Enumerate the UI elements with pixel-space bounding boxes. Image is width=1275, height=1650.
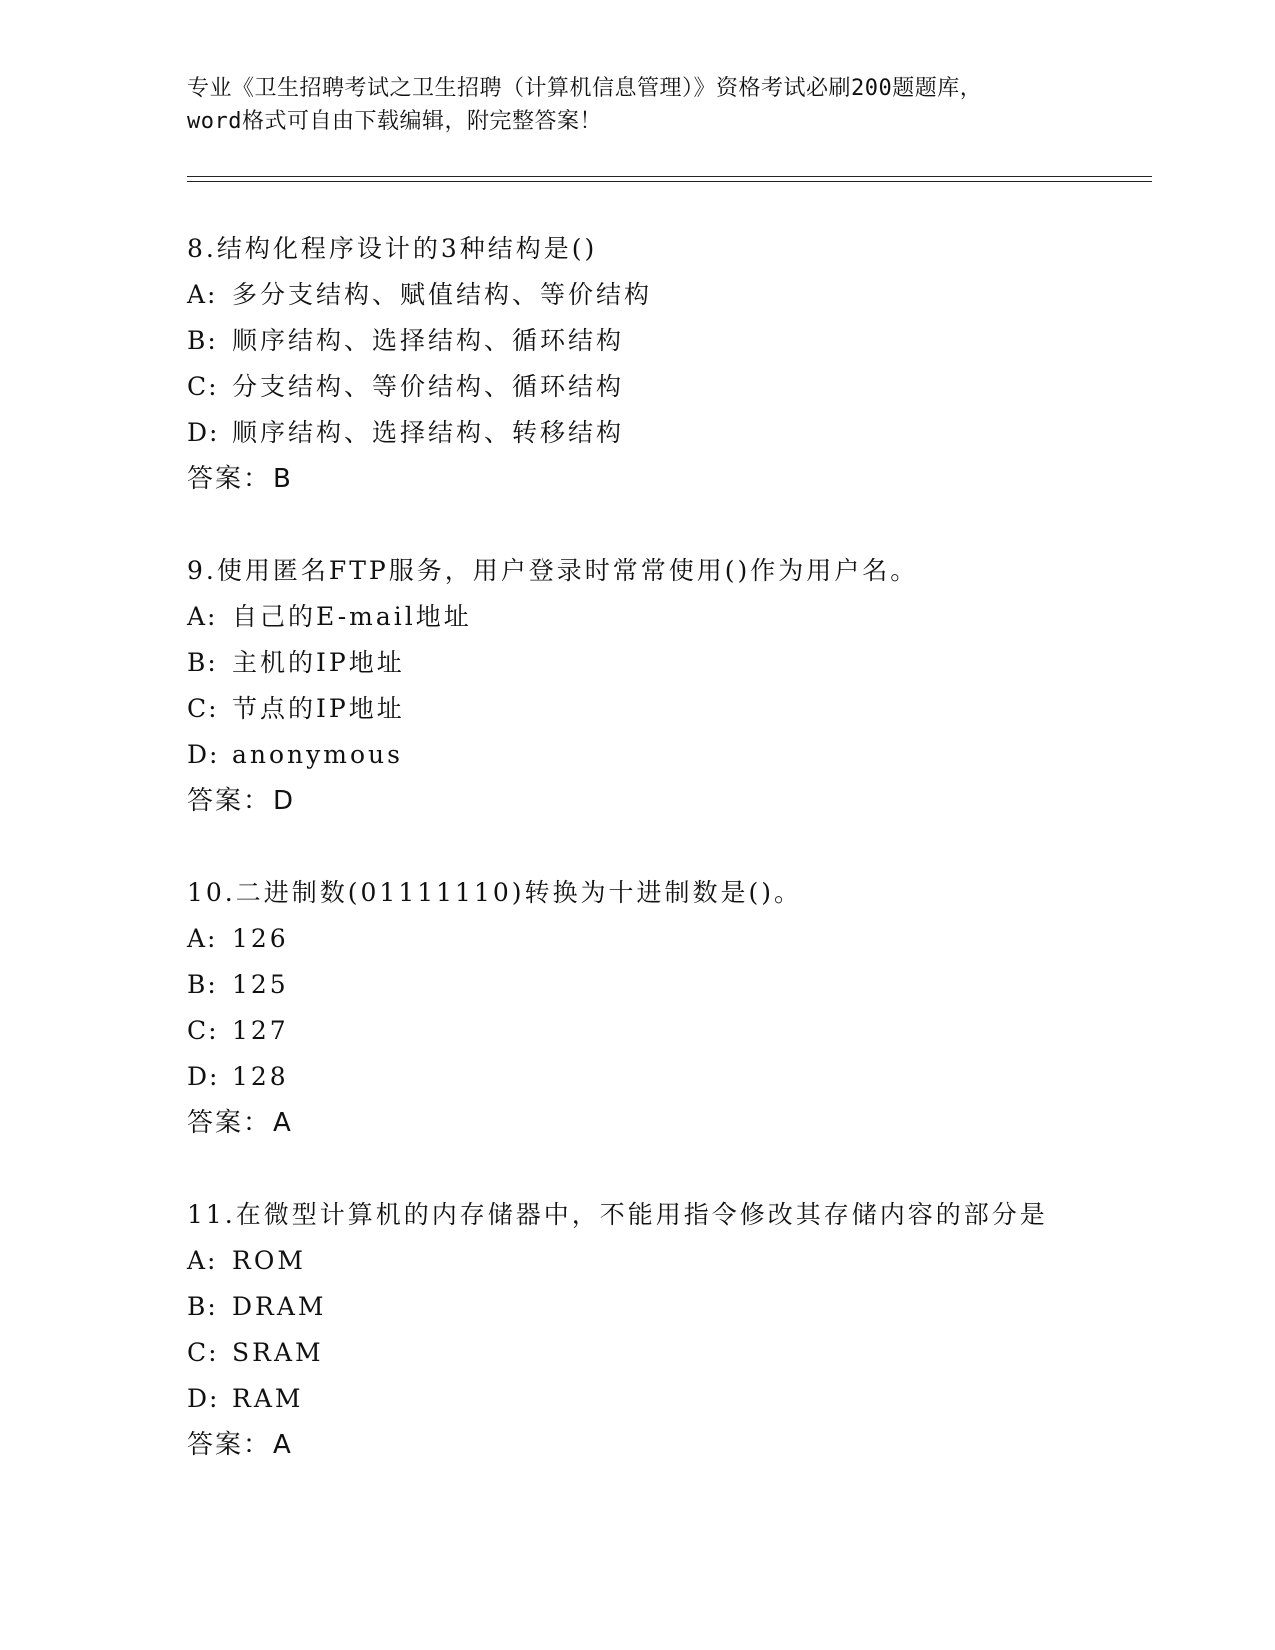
option-d [187,732,1147,778]
option-text: 顺序结构、选择结构、循环结构 [232,326,625,355]
option-d [187,1054,1147,1100]
option-b [187,1284,1147,1330]
option-text: anonymous [232,740,403,769]
option-letter: B: [187,326,218,355]
answer-line [187,778,1147,824]
option-letter: D: [187,1384,220,1413]
question-title: 10.二进制数(01111110)转换为十进制数是()。 [187,878,803,907]
option-letter: A: [187,924,218,953]
question-block [187,548,1147,824]
option-text: 节点的IP地址 [232,694,405,723]
option-c [187,1330,1147,1376]
option-text: SRAM [232,1338,324,1367]
option-a [187,1238,1147,1284]
option-letter: C: [187,1016,219,1045]
header-divider-bottom [187,181,1152,182]
answer-label: 答案： [187,464,272,494]
answer-line [187,1100,1147,1146]
option-text: 顺序结构、选择结构、转移结构 [232,418,625,447]
option-text: RAM [232,1384,304,1413]
answer-label: 答案： [187,1430,272,1460]
answer-label: 答案： [187,786,272,816]
header-line-1: 专业《卫生招聘考试之卫生招聘（计算机信息管理）》资格考试必刷200题题库， [187,76,983,101]
option-letter: D: [187,740,220,769]
answer-label: 答案： [187,1108,272,1138]
option-text: ROM [232,1246,306,1275]
option-a [187,916,1147,962]
option-text: 127 [232,1016,289,1045]
option-c [187,1008,1147,1054]
option-text: DRAM [232,1292,327,1321]
option-text: 自己的E-mail地址 [232,602,472,631]
option-text: 125 [232,970,289,999]
answer-line [187,456,1147,502]
answer-value: D [273,786,296,816]
option-text: 128 [232,1062,289,1091]
answer-line [187,1422,1147,1468]
header-line-2: word格式可自由下载编辑，附完整答案！ [187,109,602,134]
question-title: 8.结构化程序设计的3种结构是() [187,234,598,263]
header-divider-top [187,176,1152,177]
option-letter: C: [187,372,219,401]
option-letter: A: [187,280,218,309]
option-text: 126 [232,924,289,953]
option-letter: B: [187,1292,218,1321]
option-c [187,686,1147,732]
option-text: 分支结构、等价结构、循环结构 [232,372,625,401]
option-a [187,272,1147,318]
option-letter: C: [187,694,219,723]
option-b [187,962,1147,1008]
option-b [187,640,1147,686]
option-d [187,410,1147,456]
question-block [187,226,1147,502]
question-block [187,870,1147,1146]
answer-value: A [273,1108,293,1138]
option-letter: A: [187,1246,218,1275]
document-header [187,72,1147,138]
option-b [187,318,1147,364]
option-letter: A: [187,602,218,631]
option-letter: D: [187,418,220,447]
option-letter: C: [187,1338,219,1367]
answer-value: A [273,1430,293,1460]
option-letter: B: [187,648,218,677]
question-title: 9.使用匿名FTP服务，用户登录时常常使用()作为用户名。 [187,556,919,585]
option-d [187,1376,1147,1422]
answer-value: B [273,464,293,494]
option-letter: B: [187,970,218,999]
option-text: 多分支结构、赋值结构、等价结构 [232,280,653,309]
option-text: 主机的IP地址 [232,648,405,677]
question-block [187,1192,1147,1468]
option-a [187,594,1147,640]
option-letter: D: [187,1062,220,1091]
question-title: 11.在微型计算机的内存储器中，不能用指令修改其存储内容的部分是 [187,1200,1048,1229]
option-c [187,364,1147,410]
